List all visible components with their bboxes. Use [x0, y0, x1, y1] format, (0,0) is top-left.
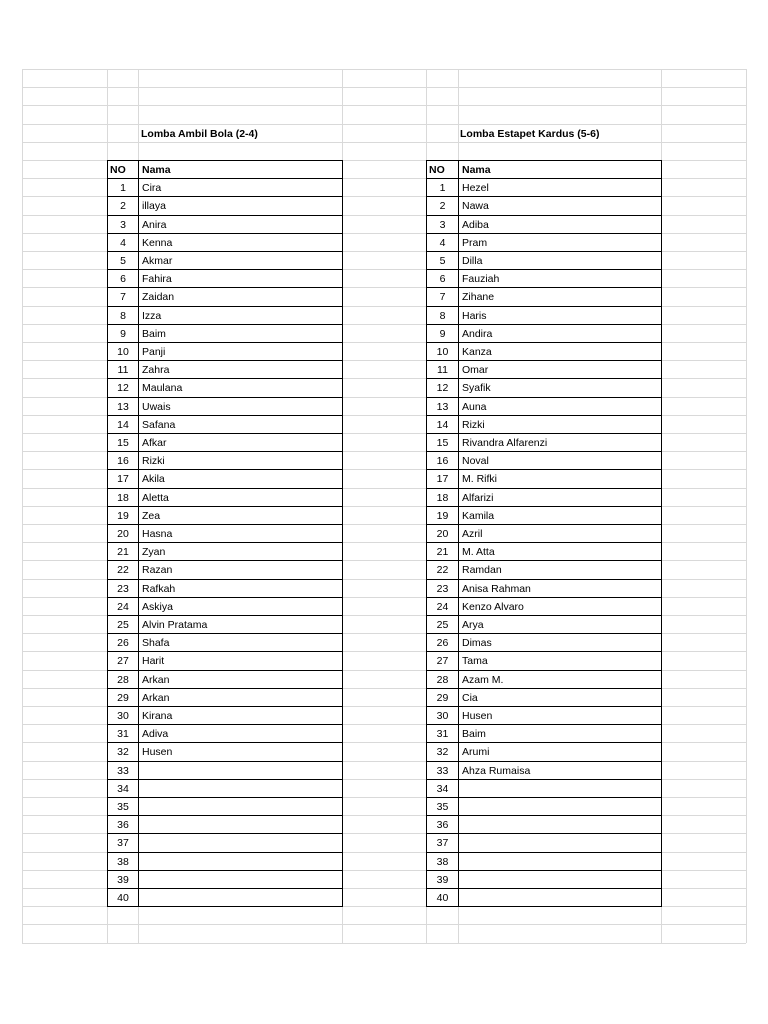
left-row-number: 18: [117, 492, 129, 504]
left-row-number: 38: [117, 856, 129, 868]
right-row-number: 38: [436, 856, 449, 868]
right-row-number: 13: [436, 401, 449, 413]
left-row-number: 13: [117, 401, 129, 413]
right-row-number: 28: [436, 674, 449, 686]
right-row-name: [459, 871, 661, 889]
table-border-vertical: [342, 160, 343, 907]
right-row-name: Alfarizi: [462, 492, 494, 504]
left-row-name: Arkan: [142, 674, 170, 686]
right-row-number: 4: [439, 237, 446, 249]
right-row-name: Ahza Rumaisa: [462, 765, 531, 777]
right-row-name: Kenzo Alvaro: [462, 601, 524, 613]
left-row-number: 10: [117, 346, 129, 358]
table-border-vertical: [661, 160, 662, 907]
left-row-number: 4: [120, 237, 126, 249]
left-row-number: 31: [117, 728, 129, 740]
right-row-name: Fauziah: [462, 273, 500, 285]
left-row-number: 25: [117, 619, 129, 631]
left-row-name: Zyan: [142, 546, 166, 558]
right-row-number: 25: [436, 619, 449, 631]
right-table-title: Lomba Estapet Kardus (5-6): [460, 128, 600, 140]
right-row-name: M. Rifki: [462, 473, 497, 485]
left-row-number: 40: [117, 892, 129, 904]
gridline-vertical: [746, 69, 747, 943]
right-row-number: 32: [436, 746, 449, 758]
right-row-name: Zihane: [462, 291, 495, 303]
left-row-name: Rafkah: [142, 583, 176, 595]
right-row-number: 5: [439, 255, 446, 267]
left-row-number: 30: [117, 710, 129, 722]
left-row-name: [139, 798, 342, 816]
gridline-horizontal: [22, 87, 746, 88]
right-row-name: Ramdan: [462, 564, 502, 576]
left-row-name: [139, 889, 342, 907]
right-row-name: Pram: [462, 237, 488, 249]
left-row-name: Panji: [142, 346, 166, 358]
left-row-name: Zahra: [142, 364, 170, 376]
left-row-number: 1: [120, 182, 126, 194]
right-row-name: Adiba: [462, 219, 489, 231]
right-row-name: Hezel: [462, 182, 489, 194]
left-row-number: 9: [120, 328, 126, 340]
left-row-name: Shafa: [142, 637, 170, 649]
left-row-number: 3: [120, 219, 126, 231]
right-header-name: Nama: [462, 164, 491, 176]
right-row-name: M. Atta: [462, 546, 495, 558]
left-row-name: Husen: [142, 746, 173, 758]
right-row-name: Auna: [462, 401, 487, 413]
left-row-name: Aletta: [142, 492, 169, 504]
left-row-number: 26: [117, 637, 129, 649]
gridline-horizontal: [22, 924, 746, 925]
left-row-name: illaya: [142, 200, 166, 212]
left-row-number: 36: [117, 819, 129, 831]
left-row-number: 32: [117, 746, 129, 758]
right-row-name: Nawa: [462, 200, 489, 212]
right-row-number: 14: [436, 419, 449, 431]
right-row-name: Rizki: [462, 419, 485, 431]
right-row-number: 15: [436, 437, 449, 449]
left-row-number: 35: [117, 801, 129, 813]
left-row-name: Zaidan: [142, 291, 175, 303]
right-row-name: [459, 889, 661, 907]
right-row-number: 39: [436, 874, 449, 886]
right-row-number: 8: [439, 310, 446, 322]
left-row-name: [139, 834, 342, 852]
left-table-title: Lomba Ambil Bola (2-4): [141, 128, 258, 140]
left-row-name: Fahira: [142, 273, 172, 285]
right-row-number: 21: [436, 546, 449, 558]
right-row-name: [459, 780, 661, 798]
right-row-number: 7: [439, 291, 446, 303]
right-row-number: 22: [436, 564, 449, 576]
left-row-number: 22: [117, 564, 129, 576]
right-row-name: Arya: [462, 619, 484, 631]
right-row-name: Kanza: [462, 346, 492, 358]
right-row-number: 12: [436, 382, 449, 394]
left-row-name: [139, 853, 342, 871]
right-row-name: [459, 834, 661, 852]
left-row-number: 11: [117, 364, 129, 376]
left-row-name: Razan: [142, 564, 173, 576]
right-row-number: 11: [437, 364, 448, 376]
left-row-name: Afkar: [142, 437, 167, 449]
right-row-name: [459, 816, 661, 834]
left-row-name: Kenna: [142, 237, 173, 249]
right-row-name: Andira: [462, 328, 493, 340]
right-row-name: [459, 853, 661, 871]
left-row-number: 15: [117, 437, 129, 449]
left-row-number: 17: [117, 473, 129, 485]
right-row-number: 36: [436, 819, 449, 831]
left-row-number: 5: [120, 255, 126, 267]
left-row-name: Zea: [142, 510, 161, 522]
right-row-number: 20: [436, 528, 449, 540]
right-row-name: Rivandra Alfarenzi: [462, 437, 548, 449]
left-row-name: Adiva: [142, 728, 169, 740]
right-row-number: 24: [436, 601, 449, 613]
left-row-number: 34: [117, 783, 129, 795]
left-row-number: 19: [117, 510, 129, 522]
left-row-number: 12: [117, 382, 129, 394]
left-row-number: 21: [117, 546, 129, 558]
left-row-number: 28: [117, 674, 129, 686]
left-row-number: 20: [117, 528, 129, 540]
gridline-horizontal: [22, 69, 746, 70]
right-row-name: Omar: [462, 364, 489, 376]
left-row-number: 39: [117, 874, 129, 886]
gridline-horizontal: [22, 124, 746, 125]
gridline-horizontal: [22, 105, 746, 106]
right-row-name: Husen: [462, 710, 493, 722]
left-header-no: NO: [110, 164, 126, 176]
left-row-name: Arkan: [142, 692, 170, 704]
right-row-number: 27: [436, 655, 449, 667]
right-header-no: NO: [429, 164, 445, 176]
left-row-name: Safana: [142, 419, 176, 431]
right-row-name: Azam M.: [462, 674, 504, 686]
left-row-number: 27: [117, 655, 129, 667]
right-row-number: 10: [436, 346, 449, 358]
right-row-name: Cia: [462, 692, 478, 704]
left-row-name: Akmar: [142, 255, 173, 267]
left-row-number: 7: [120, 291, 126, 303]
right-row-name: Baim: [462, 728, 486, 740]
left-row-number: 29: [117, 692, 129, 704]
right-row-name: Dimas: [462, 637, 492, 649]
right-row-number: 37: [436, 837, 449, 849]
left-row-name: Baim: [142, 328, 166, 340]
right-row-name: Anisa Rahman: [462, 583, 531, 595]
left-row-number: 6: [120, 273, 126, 285]
right-row-number: 29: [436, 692, 449, 704]
right-row-number: 6: [439, 273, 446, 285]
left-row-number: 2: [120, 200, 126, 212]
right-row-name: Dilla: [462, 255, 483, 267]
right-row-name: [459, 798, 661, 816]
left-row-number: 23: [117, 583, 129, 595]
left-row-name: [139, 871, 342, 889]
left-row-name: Alvin Pratama: [142, 619, 208, 631]
right-row-number: 2: [439, 200, 446, 212]
right-row-number: 1: [439, 182, 446, 194]
right-row-number: 35: [436, 801, 449, 813]
left-row-number: 16: [117, 455, 129, 467]
left-row-name: Izza: [142, 310, 162, 322]
left-row-name: Askiya: [142, 601, 173, 613]
gridline-horizontal: [22, 142, 746, 143]
right-row-name: Haris: [462, 310, 487, 322]
right-row-name: Azril: [462, 528, 483, 540]
right-row-name: Noval: [462, 455, 489, 467]
right-row-name: Syafik: [462, 382, 491, 394]
right-row-number: 40: [436, 892, 449, 904]
right-row-number: 31: [436, 728, 449, 740]
right-row-number: 34: [436, 783, 449, 795]
right-row-name: Arumi: [462, 746, 490, 758]
right-row-name: Kamila: [462, 510, 495, 522]
left-row-name: [139, 762, 342, 780]
right-row-number: 3: [439, 219, 446, 231]
left-row-name: Cira: [142, 182, 162, 194]
left-row-name: [139, 816, 342, 834]
left-row-number: 24: [117, 601, 129, 613]
left-row-number: 8: [120, 310, 126, 322]
right-row-number: 23: [436, 583, 449, 595]
left-row-number: 33: [117, 765, 129, 777]
right-row-number: 33: [436, 765, 449, 777]
right-row-number: 18: [436, 492, 449, 504]
left-row-number: 37: [117, 837, 129, 849]
right-row-number: 26: [436, 637, 449, 649]
left-row-name: Akila: [142, 473, 165, 485]
left-header-name: Nama: [142, 164, 171, 176]
right-row-number: 16: [436, 455, 449, 467]
left-row-name: Harit: [142, 655, 165, 667]
left-row-name: Maulana: [142, 382, 183, 394]
left-row-name: Kirana: [142, 710, 173, 722]
right-row-number: 9: [439, 328, 446, 340]
left-row-number: 14: [117, 419, 129, 431]
right-row-name: Tama: [462, 655, 488, 667]
right-row-number: 19: [436, 510, 449, 522]
right-row-number: 17: [436, 473, 449, 485]
left-row-name: Hasna: [142, 528, 173, 540]
right-row-number: 30: [436, 710, 449, 722]
left-row-name: Rizki: [142, 455, 165, 467]
gridline-horizontal: [22, 943, 746, 944]
left-row-name: [139, 780, 342, 798]
left-row-name: Uwais: [142, 401, 171, 413]
left-row-name: Anira: [142, 219, 167, 231]
